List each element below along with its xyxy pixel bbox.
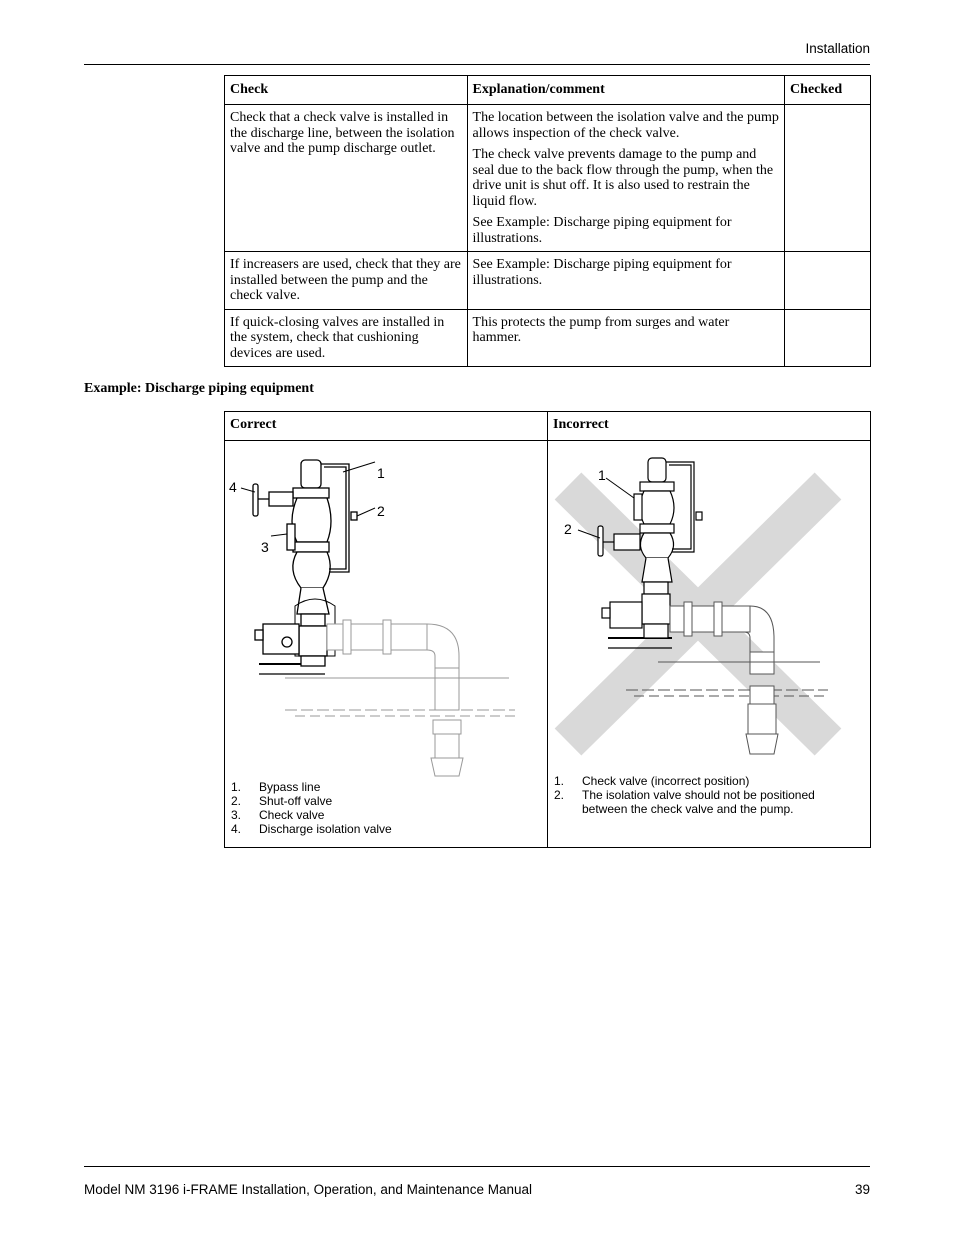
column-header-explanation: Explanation/comment	[467, 76, 785, 105]
example-heading: Example: Discharge piping equipment	[84, 381, 314, 396]
checked-cell	[785, 252, 871, 310]
callout-label: 4	[229, 479, 237, 495]
check-cell: If increasers are used, check that they are installed between the pump and the check valve.	[225, 252, 468, 310]
checked-cell	[785, 105, 871, 252]
callout-label: 1	[598, 467, 606, 483]
explanation-cell	[467, 252, 785, 310]
table-row	[225, 105, 871, 252]
legend-item: 2. Shut-off valve	[231, 794, 333, 808]
correct-piping-illustration	[225, 442, 547, 782]
table-header-row	[225, 76, 871, 105]
table-row	[225, 252, 871, 310]
callout-label: 2	[564, 521, 572, 537]
footer-manual-title: Model NM 3196 i-FRAME Installation, Operation, and Maintenance Manual	[84, 1182, 532, 1197]
callout-label: 1	[377, 465, 385, 481]
explanation-cell	[467, 105, 785, 252]
legend-item: 3. Check valve	[231, 808, 325, 822]
explanation-paragraph: This protects the pump from surges and water hammer.	[472, 314, 730, 345]
incorrect-header: Incorrect	[548, 412, 870, 441]
legend-item: 4. Discharge isolation valve	[231, 822, 392, 836]
incorrect-piping-illustration	[548, 442, 870, 782]
explanation-paragraph: The location between the isolation valve and the pump allows inspection of the check valve.	[472, 110, 779, 141]
correct-header: Correct	[225, 412, 547, 441]
checklist-table	[224, 75, 871, 367]
incorrect-legend	[554, 774, 854, 816]
legend-item: 2. The isolation valve should not be positioned between the check valve and the pump.	[554, 788, 815, 816]
legend-item: 1. Bypass line	[231, 780, 321, 794]
explanation-paragraph: See Example: Discharge piping equipment for illustrations.	[472, 257, 732, 288]
callout-label: 2	[377, 503, 385, 519]
callout-label: 3	[261, 539, 269, 555]
legend-item: 1. Check valve (incorrect position)	[554, 774, 750, 788]
check-cell: If quick-closing valves are installed in the system, check that cushioning devices are used.	[225, 309, 468, 367]
checked-cell	[785, 309, 871, 367]
example-figure-table	[224, 411, 871, 848]
table-row	[225, 309, 871, 367]
header-rule	[84, 64, 870, 65]
explanation-paragraph: See Example: Discharge piping equipment for illustrations.	[472, 215, 732, 246]
check-cell: Check that a check valve is installed in the discharge line, between the isolation valve and the pump discharge outlet.	[225, 105, 468, 252]
column-header-checked: Checked	[785, 76, 871, 105]
running-header: Installation	[805, 41, 870, 56]
page-number: 39	[854, 1182, 870, 1197]
column-header-check: Check	[225, 76, 468, 105]
explanation-cell	[467, 309, 785, 367]
explanation-paragraph: The check valve prevents damage to the pump and seal due to the back flow through the pump, when the drive unit is shut off. It is also used to restrain the liquid flow.	[472, 147, 774, 209]
correct-legend	[231, 780, 531, 836]
footer-rule	[84, 1166, 870, 1167]
